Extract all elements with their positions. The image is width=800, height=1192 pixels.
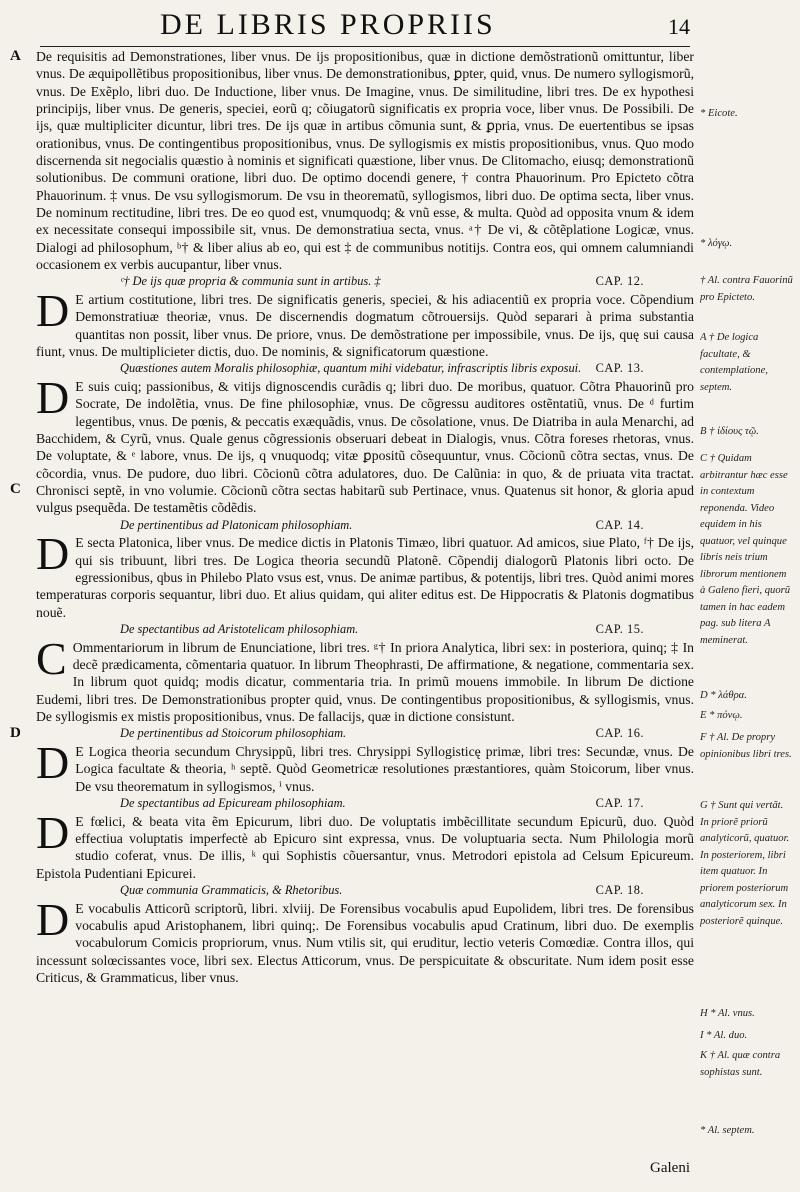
- running-header: [40, 6, 690, 47]
- margin-note: E * πόνῳ.: [700, 710, 743, 721]
- chapter-heading: [10, 517, 694, 535]
- chapter-number: CAP. 13.: [595, 361, 644, 376]
- chapter-title: ᶜ† De ijs quæ propria & communia sunt in artibus. ‡: [120, 274, 381, 289]
- paragraph-text: E suis cuiq; passionibus, & vitijs dignoscendis curãdis q; libri duo. De moribus, quatuor. Cõtra Phauorinũ pro Socrate, De indolẽtia, vnus. De fine philosophiæ, vnus. De cõgressu auditores ostẽntatiũ, vnus. De ᵈ furtim legentibus, vnus. De pœnis, & peccatis exæquãdis, vnus. De cõsolatione, vnus. De Diatriba in aula Menarchi, ad Bacchidem, & Cyrũ, vnus. Quale genus cõgressionis obseruari debeat in Dialogis, vnus. Cõtra foreses rhetoras, vnus. De voluptate, & ᵉ labore, vnus. De ijs, q vnuquodq; vitæ ꝑpositũ cõsequuntur, vnus. Cõcionũ cõtra sectas, vnus. De cõcordia, vnus. De pudore, duo libri. Cõcionũ cõtra adulatores, duo. De Calũnia: in quo, & de priuata vita tractat. Chronisci septẽ, in vno volumie. Cõcionũ cõtra sectas habitarũ sub Pertinace, vnus. Quatenus sit honor, & gloria apud vulgus psequẽda. De testamẽtis cõdẽdis.: [36, 379, 694, 516]
- chapter-heading: [10, 621, 694, 639]
- body-paragraph: [10, 528, 694, 621]
- drop-capital: D: [36, 806, 70, 858]
- chapter-number: CAP. 12.: [595, 274, 644, 289]
- paragraph-text: E secta Platonica, liber vnus. De medice dictis in Platonis Timæo, libri quatuor. Ad amicos, siue Plato, ᶠ† De ijs, qui sis tribuunt, libri tres. De Logica theoria secundũ Platonẽ. Cõpendij dialogorũ Platonis libri octo. De egressionibus, qbus in Philebo Plato vsus est, vnus. De animæ partibus, & potentijs, libri tres. Quòd animi mores temperaturas corporis sequantur, libri duo. Et alius quidam, qui aliter editus est. De Hippocratis & Platonis dogmatibus nouẽ.: [36, 535, 694, 620]
- body-paragraph: [10, 893, 694, 987]
- margin-note: A † De logica facultate, & contemplatione, septem.: [700, 332, 768, 393]
- chapter-heading: [10, 725, 694, 743]
- body-paragraph: [10, 285, 694, 360]
- body-paragraph: [10, 48, 694, 273]
- chapter-heading: [10, 360, 694, 378]
- margin-notes-column: [700, 48, 796, 1158]
- body-paragraph: [10, 737, 694, 795]
- chapter-number: CAP. 17.: [595, 796, 644, 811]
- page-number: 14: [668, 14, 690, 39]
- drop-capital: D: [36, 528, 70, 580]
- drop-capital: D: [36, 372, 70, 424]
- margin-note: K † Al. quæ contra sophistas sunt.: [700, 1050, 781, 1078]
- chapter-number: CAP. 14.: [595, 517, 644, 532]
- margin-note: D * λάθρα.: [700, 690, 747, 701]
- section-marker: D: [10, 725, 21, 742]
- chapter-title: Quæ communia Grammaticis, & Rhetoribus.: [120, 883, 343, 897]
- margin-note: G † Sunt qui vertãt. In priorẽ priorũ analyticorũ, quatuor. In posteriorem, libri item quatuor. In priorem posteriorum analyticorum sex. In posteriorẽ quinque.: [700, 800, 790, 927]
- drop-capital: D: [36, 737, 70, 788]
- paragraph-text: Ommentariorum in librum de Enunciatione, libri tres. ᵍ† In priora Analytica, libri sex: in posteriora, quinq; ‡ In decẽ prædicamenta, cõmentaria quatuor. In librum Theophrasti, De affirmatione, & negatione, commentaria sex. In librum quot quidq; modis dicatur, commentaria tria. In primũ mouens immobile. In librum De dictione Eudemi, libri tres. De Demonstrationibus propter quid, vnus. De contingentibus propositionibus, & syllogismis, vnus. De syllogismis ex mistis propositionibus, vnus. De fallacijs, quæ in dictione consistunt.: [36, 639, 694, 725]
- chapter-title: De pertinentibus ad Stoicorum philosophiam.: [120, 726, 347, 741]
- margin-note: I * Al. duo.: [700, 1030, 748, 1041]
- paragraph-text: E artium costitutione, libri tres. De significatis generis, speciei, & his adiacentiũ ex propria voce. Cõpendium Demonstratiuæ theoriæ, vnus. De discernendis dogmatum cõtrouersijs. Quòd separari à prima substantia quantitas non possit, liber vnus. De priore, vnus. De demõstratione per impossibile, vnus. De ijs, quę sui causa fiunt, vnus. De multiplicieter dictis, duo. De nominis, & significatorum quæstione.: [36, 292, 694, 360]
- chapter-title: De pertinentibus ad Platonicam philosophiam.: [120, 517, 353, 532]
- body-paragraph: [10, 806, 694, 882]
- margin-note: † Al. contra Fauorinũ pro Epicteto.: [700, 275, 793, 303]
- chapter-heading: [10, 273, 694, 291]
- running-title: DE LIBRIS PROPRIIS: [160, 8, 496, 41]
- chapter-title: De spectantibus ad Epicuream philosophiam.: [120, 796, 346, 811]
- chapter-number: CAP. 16.: [595, 726, 644, 741]
- paragraph-text: E vocabulis Atticorũ scriptorũ, libri. xlviij. De Forensibus vocabulis apud Eupolidem, libri tres. De forensibus vocabulis apud Aristophanem, libri quinq;. De Forensibus vocabulis apud Cratinum, libri duo. De exemplis vocabulorum Comicis propriorum, vnus. Num vtilis sit, qui eruditur, lectio veteris Comœdiæ. Contra illos, qui incessunt solœcissantes voce, libri sex. Electus Atticorum, vnus. De perspicuitate & obscuritate. Num idem posit esse Criticus, & Grammaticus, liber vnus.: [36, 900, 694, 985]
- margin-note: B † ἰδίους τῷ.: [700, 426, 759, 437]
- margin-note: * Al. septem.: [700, 1125, 755, 1136]
- drop-capital: C: [36, 632, 67, 684]
- chapter-title: De spectantibus ad Aristotelicam philosophiam.: [120, 622, 359, 637]
- paragraph-text: E fœlici, & beata vita ẽm Epicurum, libri duo. De voluptatis imbẽcillitate secundum Epicurũ, duo. Quòd effectiua voluptatis imperfectè ab Epicuro sint expressa, vnus. De voluptuaria secta. Num Philologia morũ studio coferat, vnus. De illis, ᵏ qui Sophistis cõuersantur, vnus. Metrodori epistola ad Celsum Epicureum. Epistola Pudentiani Epicurei.: [36, 813, 694, 881]
- catchword: Galeni: [650, 1160, 690, 1176]
- drop-capital: D: [36, 893, 70, 945]
- chapter-heading: [10, 795, 694, 813]
- margin-note: C † Quidam arbitrantur hæc esse in contextum reponenda. Video equidem in his quatuor, vel quinque libris neis trium librorum mentionem à Galeno fieri, quorũ tamen in hac eadem pag. sub litera A meminerat.: [700, 453, 791, 646]
- drop-capital: D: [36, 285, 70, 337]
- chapter-title: Quæstiones autem Moralis philosophiæ, quantum mihi videbatur, infrascriptis libris exposui.: [120, 361, 582, 376]
- margin-note: F † Al. De propry opinionibus libri tres.: [700, 732, 792, 760]
- main-text-column: [10, 48, 694, 1158]
- paragraph-text: E Logica theoria secundum Chrysippũ, libri tres. Chrysippi Syllogisticę primæ, libri tres: Secundæ, vnus. De Logica facultate & theoria, ʰ septẽ. Quòd Geometricæ resolutiones præstantiores, quàm Stoicorum, liber vnus. De vsu theorematum in syllogismos, ⁱ vnus.: [75, 744, 694, 794]
- section-marker: C: [10, 480, 21, 497]
- chapter-number: CAP. 15.: [595, 622, 644, 637]
- margin-note: * Eicote.: [700, 108, 738, 119]
- body-paragraph: [10, 632, 694, 726]
- chapter-heading: [10, 882, 694, 900]
- margin-note: * λόγῳ.: [700, 238, 733, 249]
- body-paragraph: [10, 372, 694, 517]
- page-footer: [0, 1160, 800, 1190]
- paragraph-text: De requisitis ad Demonstrationes, liber vnus. De ijs propositionibus, quæ in dictione demõstrationũ omittuntur, liber vnus. De æquipollẽtibus propositionibus, liber vnus. De demonstrationibus, ꝑpter, quid, vnus. De numero syllogismorũ, vnus. De Exẽplo, libri duo. De Inductione, liber vnus. De Imagine, vnus. De similitudine, libri tres. De ex hypothesi principijs, liber vnus. De generis, speciei, eorũ q; cõiugatorũ significatis ex propria voce, liber vnus. De Possibili. De ijs, quæ multipliciter dicuntur, libri tres. De ijs quæ in artibus cõmunia sunt, & ꝑpria, vnus. De euertentibus se ipsas orationibus, vnus. De contingentibus propositionibus, vnus. De syllogismis ex mistis propositionibus, vnus. Quo modo discernenda sit negocialis quæstio à nominis et significati quæstione, liber vnus. De Clitomacho, eiusq; demonstrationũ solutionibus. De communi oratione, libri duo. De optimo docendi genere, † contra Phauorinum. Pro Epicteto cõtra Phauorinum. ‡ vnus. De vsu syllogismorum. De vsu in theorematũ, syllogismos, libri duo. De optima secta, liber vnus. De nominum rectitudine, libri tres. De eo quod est, vnumquodq; & vnũ esse, & multa. Quòd ad opposita vnum & idem ex necessitate consequi impossibile sit, vnus. De demonstratiua secta, vnus. ᵃ† De vi, & cõtẽplatione Logicæ, vnus. Dialogi ad philosophum, ᵇ† & liber alius ab eo, qui est ‡ de communibus notitijs. Contra eos, qui omnem calumniandi occasionem ex verbis aucupantur, liber vnus.: [36, 49, 694, 273]
- section-marker: A: [10, 48, 21, 64]
- margin-note: H * Al. vnus.: [700, 1008, 755, 1019]
- chapter-number: CAP. 18.: [595, 883, 644, 897]
